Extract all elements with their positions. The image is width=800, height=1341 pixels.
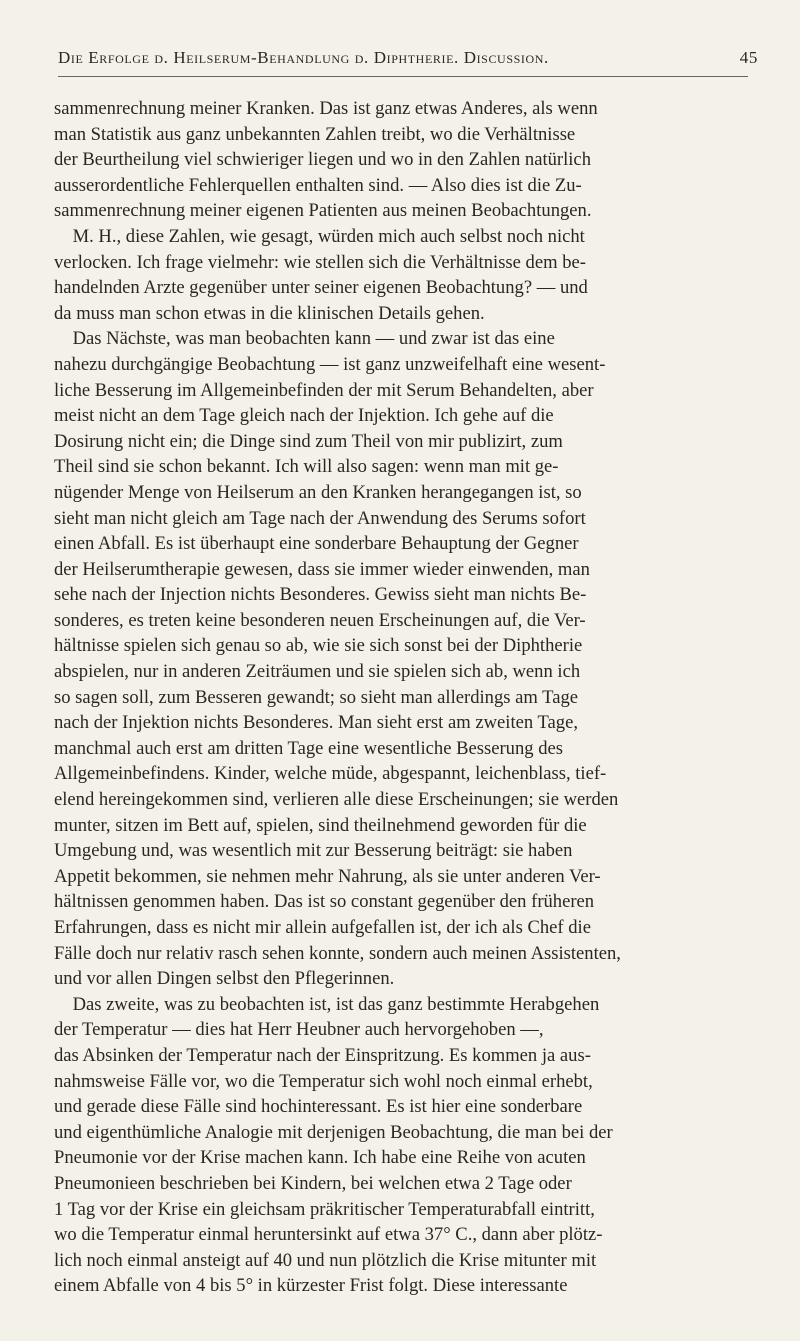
text-line: und eigenthümliche Analogie mit derjenigen Beobachtung, die man bei der	[54, 1121, 613, 1143]
text-line: der Temperatur — dies hat Herr Heubner auch hervorgehoben —,	[54, 1019, 544, 1041]
text-line: Pneumonie vor der Krise machen kann. Ich habe eine Reihe von acuten	[54, 1147, 586, 1169]
text-line: sammenrechnung meiner eigenen Patienten aus meinen Beobachtungen.	[54, 200, 592, 222]
text-line: Fälle doch nur relativ rasch sehen konnte, sondern auch meinen Assistenten,	[54, 942, 621, 964]
text-line: elend hereingekommen sind, verlieren alle diese Erscheinungen; sie werden	[54, 789, 619, 811]
text-line: 1 Tag vor der Krise ein gleichsam präkritischer Temperaturabfall eintritt,	[54, 1198, 595, 1220]
text-line: so sagen soll, zum Besseren gewandt; so sieht man allerdings am Tage	[54, 686, 579, 708]
text-line: Das Nächste, was man beobachten kann — und zwar ist das eine	[54, 328, 555, 350]
text-line: nahmsweise Fälle vor, wo die Temperatur sich wohl noch einmal erhebt,	[54, 1070, 593, 1092]
text-line: da muss man schon etwas in die klinischen Details gehen.	[54, 302, 485, 324]
text-line: nügender Menge von Heilserum an den Kranken herangegangen ist, so	[54, 481, 582, 503]
text-line: sieht man nicht gleich am Tage nach der Anwendung des Serums sofort	[54, 507, 586, 529]
page-number: 45	[739, 48, 758, 67]
text-line: man Statistik aus ganz unbekannten Zahlen treibt, wo die Verhältnisse	[54, 123, 576, 145]
running-header	[58, 48, 758, 68]
text-line: Allgemeinbefindens. Kinder, welche müde, abgespannt, leichenblass, tief-	[54, 763, 607, 785]
text-line: Umgebung und, was wesentlich mit zur Besserung beiträgt: sie haben	[54, 840, 573, 862]
text-line: der Heilserumtherapie gewesen, dass sie immer wieder einwenden, man	[54, 558, 590, 580]
text-line: liche Besserung im Allgemeinbefinden der mit Serum Behandelten, aber	[54, 379, 594, 401]
text-line: und vor allen Dingen selbst den Pflegerinnen.	[54, 968, 395, 990]
text-line: lich noch einmal ansteigt auf 40 und nun plötzlich die Krise mitunter mit	[54, 1249, 597, 1271]
body-text	[54, 96, 770, 1299]
text-line: ausserordentliche Fehlerquellen enthalten sind. — Also dies ist die Zu-	[54, 174, 582, 196]
text-line: nach der Injektion nichts Besonderes. Man sieht erst am zweiten Tage,	[54, 712, 578, 734]
text-line: M. H., diese Zahlen, wie gesagt, würden mich auch selbst noch nicht	[54, 225, 585, 247]
text-line: sonderes, es treten keine besonderen neuen Erscheinungen auf, die Ver-	[54, 609, 586, 631]
text-line: einem Abfalle von 4 bis 5° in kürzester Frist folgt. Diese interessante	[54, 1275, 568, 1297]
text-line: der Beurtheilung viel schwieriger liegen und wo in den Zahlen natürlich	[54, 149, 591, 171]
text-line: nahezu durchgängige Beobachtung — ist ganz unzweifelhaft eine wesent-	[54, 353, 606, 375]
header-rule	[58, 76, 748, 77]
text-line: wo die Temperatur einmal heruntersinkt auf etwa 37° C., dann aber plötz-	[54, 1224, 603, 1246]
text-line: Dosirung nicht ein; die Dinge sind zum Theil von mir publizirt, zum	[54, 430, 563, 452]
text-line: sammenrechnung meiner Kranken. Das ist ganz etwas Anderes, als wenn	[54, 98, 598, 119]
text-line: manchmal auch erst am dritten Tage eine wesentliche Besserung des	[54, 737, 563, 759]
text-line: Appetit bekommen, sie nehmen mehr Nahrung, als sie unter anderen Ver-	[54, 865, 601, 887]
text-line: hältnissen genommen haben. Das ist so constant gegenüber den früheren	[54, 891, 595, 913]
text-line: hältnisse spielen sich genau so ab, wie sie sich sonst bei der Diphtherie	[54, 635, 583, 657]
text-line: und gerade diese Fälle sind hochinteressant. Es ist hier eine sonderbare	[54, 1096, 583, 1118]
text-line: handelnden Arzte gegenüber unter seiner eigenen Beobachtung? — und	[54, 277, 588, 299]
text-line: Das zweite, was zu beobachten ist, ist das ganz bestimmte Herabgehen	[54, 993, 600, 1015]
text-line: Erfahrungen, dass es nicht mir allein aufgefallen ist, der ich als Chef die	[54, 917, 591, 938]
text-line: munter, sitzen im Bett auf, spielen, sind theilnehmend geworden für die	[54, 814, 587, 836]
text-line: sehe nach der Injection nichts Besonderes. Gewiss sieht man nichts Be-	[54, 584, 587, 606]
text-line: Pneumonieen beschrieben bei Kindern, bei welchen etwa 2 Tage oder	[54, 1172, 572, 1194]
text-line: meist nicht an dem Tage gleich nach der Injektion. Ich gehe auf die	[54, 405, 554, 427]
text-line: Theil sind sie schon bekannt. Ich will also sagen: wenn man mit ge-	[54, 456, 559, 478]
text-line: einen Abfall. Es ist überhaupt eine sonderbare Behauptung der Gegner	[54, 533, 579, 555]
header-title: Die Erfolge d. Heilserum-Behandlung d. Diphtherie. Discussion.	[58, 48, 549, 67]
text-line: abspielen, nur in anderen Zeiträumen und sie spielen sich ab, wenn ich	[54, 661, 581, 683]
text-line: verlocken. Ich frage vielmehr: wie stellen sich die Verhältnisse dem be-	[54, 251, 586, 273]
text-line: das Absinken der Temperatur nach der Einspritzung. Es kommen ja aus-	[54, 1044, 591, 1066]
